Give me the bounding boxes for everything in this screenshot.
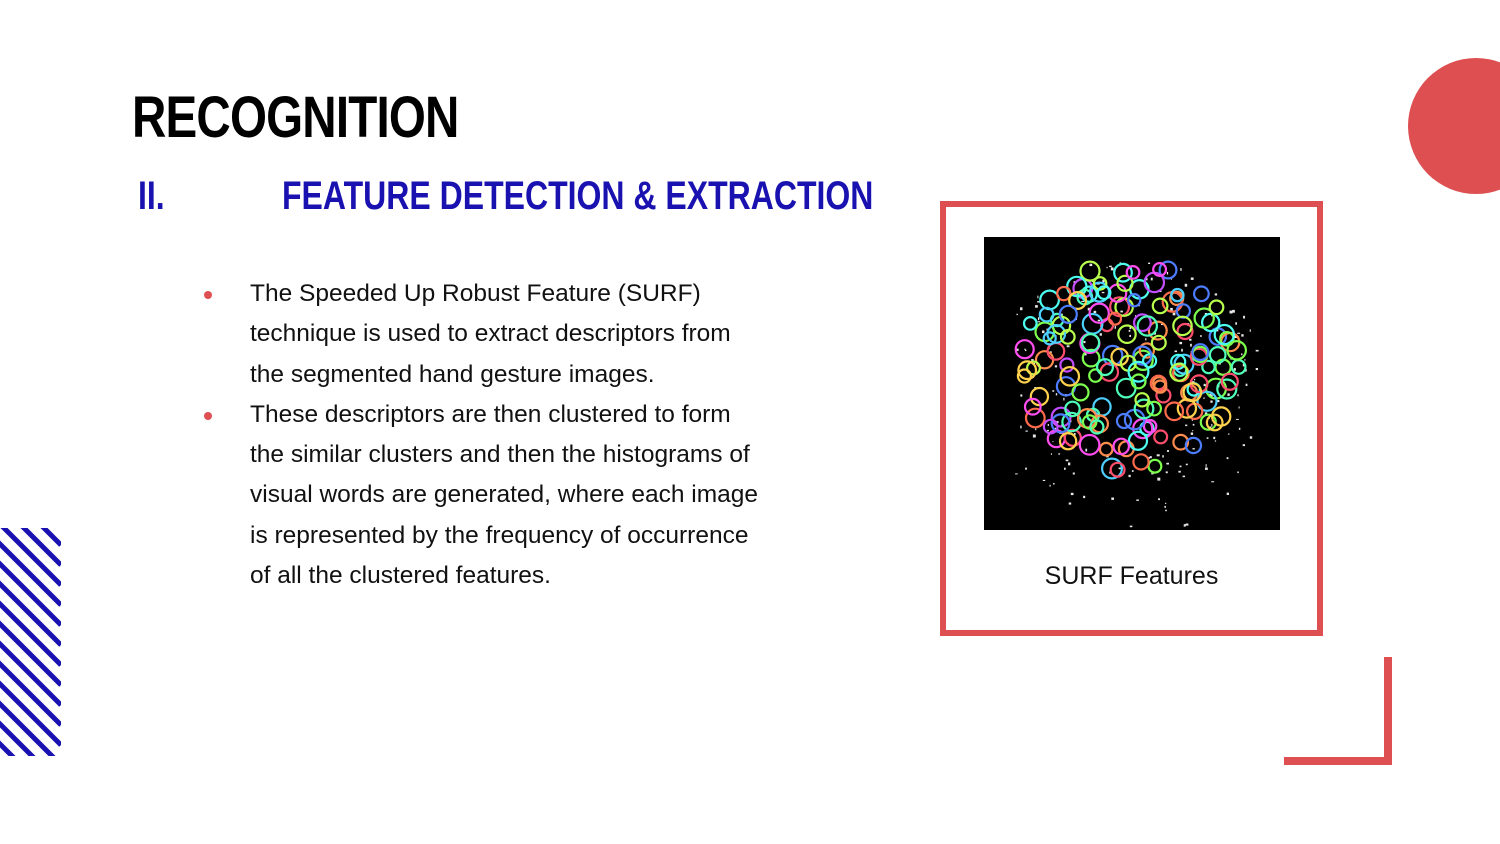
section-number: II. [138,174,165,218]
surf-features-image [984,237,1280,530]
bullet-list [200,274,770,596]
bullet-text: These descriptors are then clustered to form the similar clusters and then the histograms of visual words are generated, where each image is represented by the frequency of occurrence of all the clustered features. [250,400,758,590]
decorative-stripes [0,528,61,756]
figure-caption: SURF Features [1044,562,1219,590]
slide-title: RECOGNITION [132,85,459,150]
decorative-corner-bracket [1384,657,1392,765]
surf-keypoints-graphic [984,237,1280,530]
decorative-corner-bracket [1284,757,1392,765]
section-title: FEATURE DETECTION & EXTRACTION [282,174,874,218]
bullet-dot-icon [204,412,212,420]
bullet-item [200,395,770,596]
decorative-circle [1408,58,1500,194]
bullet-item [200,274,770,395]
bullet-dot-icon [204,291,212,299]
bullet-text: The Speeded Up Robust Feature (SURF) technique is used to extract descriptors from the segmented hand gesture images. [250,280,731,388]
